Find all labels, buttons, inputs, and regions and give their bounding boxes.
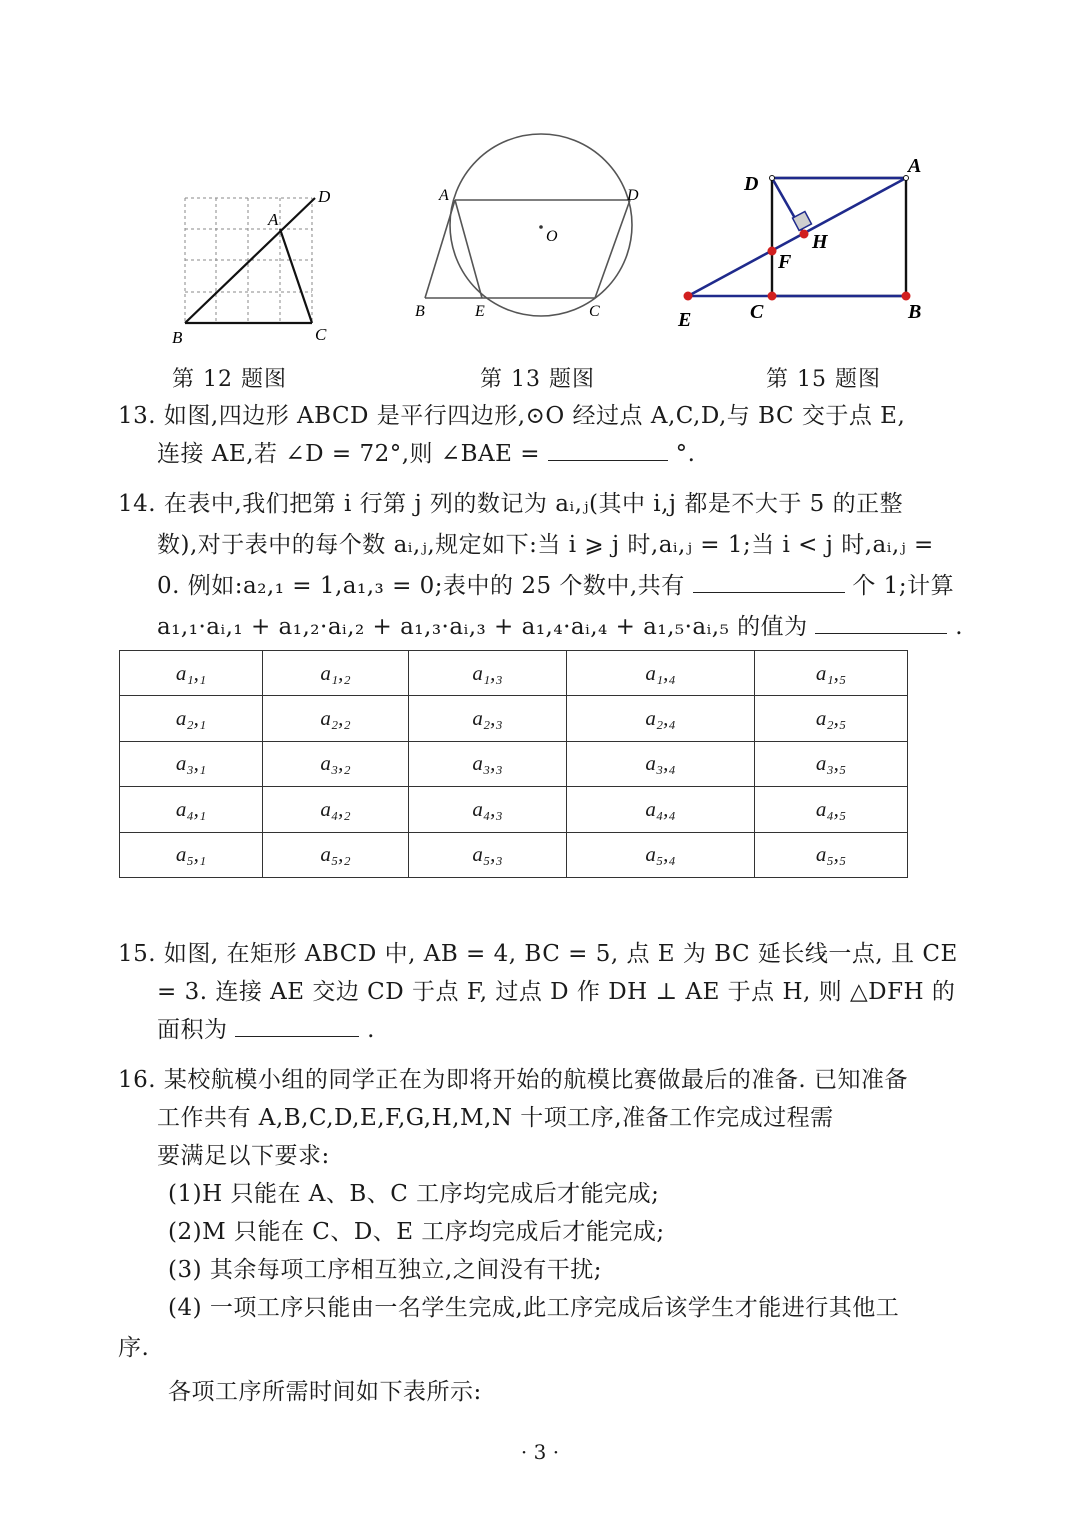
fig12-label-d: D	[318, 187, 331, 206]
q14-line-2: 数),对于表中的每个数 aᵢ,ⱼ,规定如下:当 i ⩾ j 时,aᵢ,ⱼ = 1;当 i < j 时,aᵢ,ⱼ =	[157, 532, 934, 558]
fig12-label-c: C	[315, 325, 327, 344]
figure-12	[160, 180, 350, 350]
fig15-label-c: C	[750, 301, 764, 323]
table-cell: a₁,₄	[567, 651, 755, 696]
table-cell: a₁,₁	[120, 651, 263, 696]
table-cell: a₂,₅	[755, 696, 908, 741]
q15-line-1: 15. 如图, 在矩形 ABCD 中, AB = 4, BC = 5, 点 E 为 BC 延长线一点, 且 CE	[118, 941, 958, 967]
q15-line-2: = 3. 连接 AE 交边 CD 于点 F, 过点 D 作 DH ⊥ AE 于点 H, 则 △DFH 的	[157, 979, 956, 1005]
q16-line-3: 要满足以下要求:	[157, 1143, 330, 1169]
right-angle-mark	[793, 212, 812, 231]
q16-line-2: 工作共有 A,B,C,D,E,F,G,H,M,N 十项工序,准备工作完成过程需	[157, 1105, 834, 1131]
q15-answer-blank	[235, 1014, 359, 1037]
fig13-label-a: A	[439, 187, 449, 204]
q13-text: 连接 AE,若 ∠D = 72°,则 ∠BAE =	[157, 441, 540, 467]
fig15-label-f: F	[778, 251, 792, 273]
table-cell: a₄,₁	[120, 787, 263, 832]
table-row	[120, 651, 908, 696]
table-cell: a₅,₅	[755, 832, 908, 877]
q13-line-1: 13. 如图,四边形 ABCD 是平行四边形,⊙O 经过点 A,C,D,与 BC 交于点 E,	[118, 403, 906, 429]
q14-table	[119, 650, 908, 878]
table-row	[120, 696, 908, 741]
q16-requirement-4: (4) 一项工序只能由一名学生完成,此工序完成后该学生才能进行其他工	[168, 1295, 900, 1321]
table-cell: a₁,₂	[263, 651, 409, 696]
fig12-caption: 第 12 题图	[172, 367, 287, 392]
q15-period: .	[367, 1017, 375, 1043]
table-cell: a₃,₂	[263, 741, 409, 786]
fig15-label-d: D	[744, 173, 759, 195]
table-cell: a₅,₃	[409, 832, 567, 877]
q14-line-4	[157, 608, 963, 646]
fig15-label-h: H	[812, 231, 828, 253]
q14-answer-blank-1	[693, 570, 845, 593]
table-row	[120, 787, 908, 832]
fig13-label-e: E	[475, 303, 485, 320]
q16-requirement-4-end: 序.	[118, 1335, 150, 1361]
fig13-label-c: C	[589, 303, 600, 320]
fig13-label-b: B	[415, 303, 425, 320]
q14-period: .	[955, 614, 964, 640]
fig15-label-a: A	[908, 155, 922, 177]
table-row	[120, 741, 908, 786]
fig13-label-d: D	[627, 187, 639, 204]
q13-degree: °.	[675, 441, 696, 467]
fig13-caption: 第 13 题图	[480, 367, 595, 392]
q14-example-text: 0. 例如:a₂,₁ = 1,a₁,₃ = 0;表中的 25 个数中,共有	[157, 573, 685, 599]
table-cell: a₂,₃	[409, 696, 567, 741]
fig13-label-o: O	[546, 228, 558, 245]
table-cell: a₂,₂	[263, 696, 409, 741]
q15-line-3	[157, 1011, 375, 1049]
table-cell: a₁,₃	[409, 651, 567, 696]
q14-answer-blank-2	[815, 611, 947, 634]
figure-15	[670, 150, 940, 340]
fig15-label-b: B	[908, 301, 922, 323]
q16-table-intro: 各项工序所需时间如下表所示:	[168, 1379, 482, 1405]
q14-line-3	[157, 567, 954, 605]
fig12-label-b: B	[172, 328, 183, 347]
table-cell: a₃,₅	[755, 741, 908, 786]
table-cell: a₄,₅	[755, 787, 908, 832]
q13-answer-blank	[548, 438, 668, 461]
table-cell: a₃,₃	[409, 741, 567, 786]
table-cell: a₃,₁	[120, 741, 263, 786]
table-cell: a₁,₅	[755, 651, 908, 696]
table-cell: a₃,₄	[567, 741, 755, 786]
table-cell: a₅,₂	[263, 832, 409, 877]
table-cell: a₄,₃	[409, 787, 567, 832]
fig12-label-a: A	[268, 210, 279, 229]
q14-sum-text: a₁,₁·aᵢ,₁ + a₁,₂·aᵢ,₂ + a₁,₃·aᵢ,₃ + a₁,₄·aᵢ,₄ + a₁,₅·aᵢ,₅ 的值为	[157, 614, 808, 640]
q16-line-1: 16. 某校航模小组的同学正在为即将开始的航模比赛做最后的准备. 已知准备	[118, 1067, 909, 1093]
table-cell: a₂,₁	[120, 696, 263, 741]
q16-requirement-1: (1)H 只能在 A、B、C 工序均完成后才能完成;	[168, 1181, 660, 1207]
q13-line-2	[157, 435, 695, 473]
table-cell: a₄,₄	[567, 787, 755, 832]
q15-area-text: 面积为	[157, 1017, 228, 1043]
table-row	[120, 832, 908, 877]
table-cell: a₄,₂	[263, 787, 409, 832]
table-cell: a₅,₄	[567, 832, 755, 877]
table-cell: a₅,₁	[120, 832, 263, 877]
page-number: · 3 ·	[520, 1440, 560, 1464]
figure-13	[405, 130, 655, 330]
q16-requirement-3: (3) 其余每项工序相互独立,之间没有干扰;	[168, 1257, 602, 1283]
q14-line-1: 14. 在表中,我们把第 i 行第 j 列的数记为 aᵢ,ⱼ(其中 i,j 都是不大于 5 的正整	[118, 491, 904, 517]
q16-requirement-2: (2)M 只能在 C、D、E 工序均完成后才能完成;	[168, 1219, 665, 1245]
table-cell: a₂,₄	[567, 696, 755, 741]
fig15-label-e: E	[678, 309, 692, 331]
q14-count-text: 个 1;计算	[852, 573, 955, 599]
fig15-caption: 第 15 题图	[766, 367, 881, 392]
